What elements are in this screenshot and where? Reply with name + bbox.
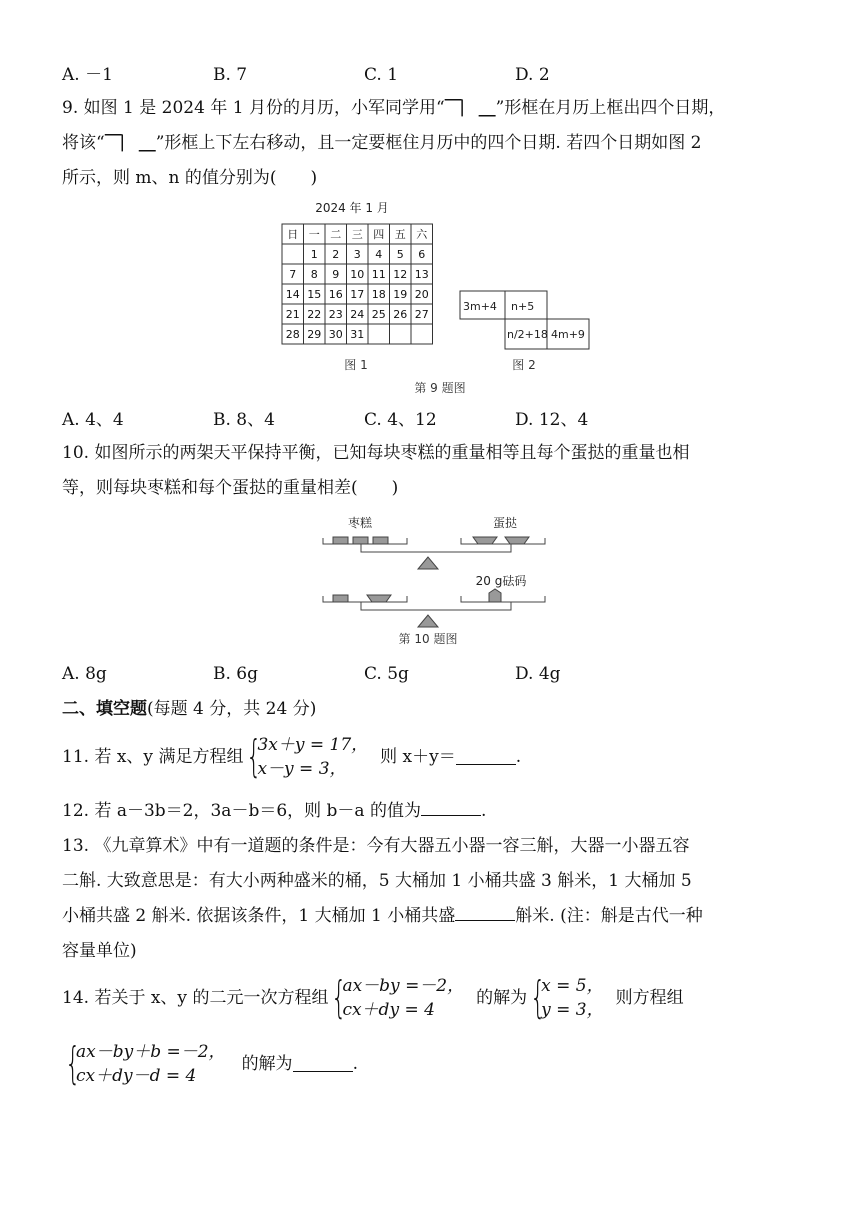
q9-figure	[270, 196, 610, 401]
fig1-caption: 图 1	[344, 358, 368, 372]
q12-end: .	[480, 801, 487, 821]
q9-line-1: 9. 如图 1 是 2024 年 1 月份的月历，小军同学用“⎺⎸⎽”形框在月历上框出四个日期，	[62, 98, 726, 118]
calendar-date: 1	[310, 248, 318, 261]
balance-2-items	[333, 589, 501, 602]
calendar-date: 14	[285, 288, 300, 301]
label-zaogao: 枣糕	[347, 516, 373, 530]
calendar-date: 19	[393, 288, 408, 301]
q11-end: .	[515, 747, 522, 767]
q8-option-d: D. 2	[515, 65, 550, 85]
q13-answer-blank[interactable]	[455, 906, 515, 921]
calendar-weekday: 四	[373, 228, 385, 241]
calendar-cell	[368, 324, 390, 344]
q8-options	[62, 62, 802, 88]
balance-2	[323, 596, 545, 627]
q11-eq1: 3x＋y = 17，	[257, 735, 369, 755]
calendar-date: 2	[332, 248, 340, 261]
q10-line-1: 10. 如图所示的两架天平保持平衡，已知每块枣糕的重量相等且每个蛋挞的重量也相	[62, 443, 690, 463]
calendar-date: 22	[307, 308, 322, 321]
q11-prefix: 11. 若 x、y 满足方程组	[62, 747, 244, 767]
calendar-date: 21	[285, 308, 300, 321]
calendar-date: 31	[350, 328, 365, 341]
label-weight: 20 g砝码	[475, 574, 527, 588]
calendar-date: 11	[371, 268, 386, 281]
calendar-date: 27	[414, 308, 429, 321]
q14-eq1: ax－by =－2，	[342, 976, 465, 996]
q14-brace-1: {	[331, 972, 348, 1023]
q14-end: .	[352, 1054, 358, 1074]
q14-solution	[527, 974, 603, 1022]
zaogao-pieces-1	[333, 537, 388, 544]
q9-figure-caption: 第 9 题图	[414, 381, 466, 395]
calendar-date: 28	[285, 328, 300, 341]
calendar-date: 4	[375, 248, 383, 261]
q13-line-1: 13. 《九章算术》中有一道题的条件是：今有大器五小器一容三斛，大器一小器五容	[62, 836, 690, 856]
q11-brace: {	[246, 731, 263, 782]
calendar-date: 5	[396, 248, 404, 261]
q10-options	[62, 661, 802, 687]
q14-suffix: 则方程组	[615, 988, 684, 1008]
calendar-date: 13	[414, 268, 429, 281]
calendar-date: 3	[353, 248, 361, 261]
q9-option-b: B. 8、4	[213, 410, 275, 430]
label-danta: 蛋挞	[492, 516, 518, 530]
calendar-weekday: 一	[308, 228, 320, 241]
calendar-date: 26	[393, 308, 408, 321]
calendar-date: 7	[289, 268, 297, 281]
q10-line-2: 等，则每块枣糕和每个蛋挞的重量相差( )	[62, 478, 399, 498]
q12	[62, 799, 802, 823]
calendar-date: 24	[350, 308, 365, 321]
fig2-cell-3: n/2+18	[507, 328, 548, 341]
q13-line-3a: 小桶共盛 2 斛米. 依据该条件，1 大桶加 1 小桶共盛	[62, 906, 456, 926]
calendar-weekday: 二	[330, 228, 342, 241]
q11-suffix: 则 x＋y＝	[380, 747, 456, 767]
q11	[62, 733, 802, 781]
q9-options	[62, 407, 802, 433]
calendar-date: 17	[350, 288, 365, 301]
calendar-date: 16	[328, 288, 343, 301]
calendar-date: 30	[328, 328, 343, 341]
q9-option-a: A. 4、4	[62, 410, 124, 430]
q14-system-1	[328, 974, 464, 1022]
calendar-date: 29	[307, 328, 322, 341]
calendar-date: 12	[393, 268, 408, 281]
q11-eq2: x－y = 3，	[257, 759, 347, 779]
q8-option-c: C. 1	[364, 65, 399, 85]
q10-option-d: D. 4g	[515, 664, 561, 684]
q14-eq2: cx＋dy = 4	[342, 1000, 435, 1020]
q10-figure	[315, 512, 555, 652]
calendar-date: 10	[350, 268, 365, 281]
q14-prefix: 14. 若关于 x、y 的二元一次方程组	[62, 988, 329, 1008]
calendar-cell	[390, 324, 412, 344]
q13-line-4: 容量单位)	[62, 941, 137, 961]
section-heading	[62, 697, 802, 721]
q14-brace-3: {	[65, 1038, 81, 1089]
q14-end-text: 的解为	[241, 1054, 293, 1074]
q10-figure-caption: 第 10 题图	[398, 632, 458, 646]
q9-option-d: D. 12、4	[515, 410, 589, 430]
fig2-caption: 图 2	[512, 358, 536, 372]
calendar-cell	[282, 244, 304, 264]
q10-option-a: A. 8g	[62, 664, 107, 684]
q9-line-2: 将该“⎺⎸⎽”形框上下左右移动，且一定要框住月历中的四个日期. 若四个日期如图 2	[62, 133, 702, 153]
calendar-date: 20	[414, 288, 429, 301]
q13-line-3b: 斛米. (注：斛是古代一种	[515, 906, 703, 926]
section-note: (每题 4 分，共 24 分)	[147, 699, 317, 719]
q14-eq4: cx＋dy－d = 4	[76, 1066, 197, 1086]
q14-mid: 的解为	[476, 988, 528, 1008]
q10-option-b: B. 6g	[213, 664, 258, 684]
q9-line-3: 所示，则 m、n 的值分别为( )	[62, 168, 318, 188]
calendar-date: 25	[371, 308, 386, 321]
fig2-cell-2: n+5	[511, 300, 535, 313]
q14-sol1: x = 5，	[541, 976, 604, 996]
calendar-date: 9	[332, 268, 340, 281]
q14-brace-2: {	[530, 972, 546, 1023]
fig2-cell-1: 3m+4	[463, 300, 497, 313]
q13-line-3	[62, 904, 802, 928]
q8-option-a: A. －1	[62, 65, 113, 85]
q14-sol2: y = 3，	[541, 1000, 604, 1020]
calendar-title: 2024 年 1 月	[315, 201, 389, 215]
section-title: 二、填空题	[62, 699, 147, 719]
q10-option-c: C. 5g	[364, 664, 409, 684]
q13-line-2: 二斛. 大致意思是：有大小两种盛米的桶，5 大桶加 1 小桶共盛 3 斛米，1 大桶加 5	[62, 871, 692, 891]
calendar-weekday: 三	[351, 228, 363, 241]
q9-option-c: C. 4、12	[364, 410, 437, 430]
q11-system	[243, 733, 368, 781]
calendar-weekday: 五	[394, 228, 406, 241]
fig2-cell-4: 4m+9	[551, 328, 585, 341]
fig2-box	[460, 291, 589, 349]
danta-pieces-1	[473, 537, 529, 544]
q14-answer-blank[interactable]	[293, 1057, 353, 1072]
calendar-cell	[411, 324, 433, 344]
calendar-grid	[282, 224, 433, 344]
q12-text: 12. 若 a－3b＝2，3a－b＝6，则 b－a 的值为	[62, 801, 421, 821]
q12-answer-blank[interactable]	[421, 801, 481, 816]
calendar-weekday: 六	[416, 228, 428, 241]
q8-option-b: B. 7	[213, 65, 248, 85]
calendar-date: 18	[371, 288, 386, 301]
calendar-date: 15	[307, 288, 322, 301]
calendar-date: 23	[328, 308, 343, 321]
calendar-weekday: 日	[287, 228, 299, 241]
q14-line-1	[62, 974, 802, 1022]
calendar-date: 8	[310, 268, 318, 281]
q14-system-2	[62, 1040, 226, 1088]
calendar-date: 6	[418, 248, 426, 261]
q11-answer-blank[interactable]	[456, 750, 516, 765]
q14-line-2	[62, 1040, 802, 1088]
q14-eq3: ax－by＋b =－2，	[76, 1042, 226, 1062]
